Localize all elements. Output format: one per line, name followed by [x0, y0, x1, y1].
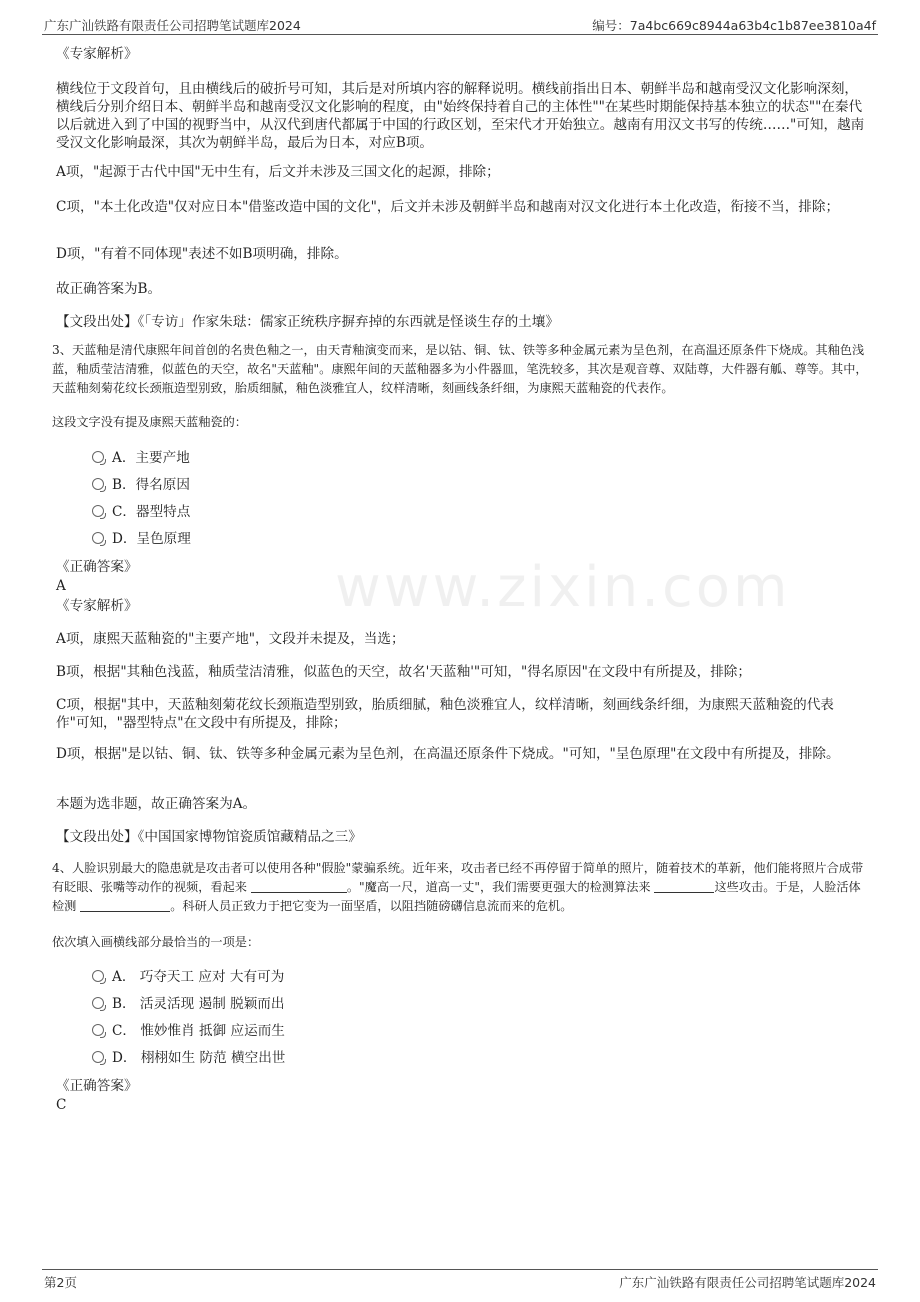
q3-option-b-analysis: B项，根据"其釉色浅蓝，釉质莹洁清雅，似蓝色的天空，故名'天蓝釉'"可知，"得名原因"在文段中有所提及，排除； — [56, 664, 751, 680]
radio-icon — [92, 1051, 104, 1063]
footer-title: 广东广汕铁路有限责任公司招聘笔试题库2024 — [619, 1275, 876, 1290]
q2-option-c-analysis: C项，"本土化改造"仅对应日本"借鉴改造中国的文化"，后文并未涉及朝鲜半岛和越南对汉文化进行本土化改造，衔接不当，排除； — [56, 199, 840, 215]
q3-option-d[interactable] — [92, 530, 191, 548]
q2-option-a-analysis: A项，"起源于古代中国"无中生有，后文并未涉及三国文化的起源，排除； — [56, 164, 500, 180]
q4-prompt: 依次填入画横线部分最恰当的一项是： — [52, 935, 260, 949]
q4-blank-2 — [654, 880, 714, 893]
q4-stem-part-2: 。"魔高一尺，道高一丈"，我们需要更强大的检测算法来 — [346, 880, 651, 894]
q4-option-d[interactable] — [92, 1049, 285, 1067]
radio-icon — [92, 478, 104, 490]
q2-expert-label: 《专家解析》 — [56, 46, 138, 62]
q4-option-d-label: D． 栩栩如生 防范 横空出世 — [112, 1050, 286, 1066]
q2-option-d-analysis: D项，"有着不同体现"表述不如B项明确，排除。 — [56, 246, 348, 262]
page-header — [42, 12, 878, 35]
q4-blank-3 — [80, 899, 170, 912]
radio-icon — [92, 532, 104, 544]
q4-option-c[interactable] — [92, 1022, 285, 1040]
q4-answer-label: 《正确答案》 — [56, 1078, 138, 1094]
q3-answer: A — [56, 578, 66, 594]
q4-option-a-label: A． 巧夺天工 应对 大有可为 — [112, 969, 285, 985]
q3-stem: 3、天蓝釉是清代康熙年间首创的名贵色釉之一，由天青釉演变而来，是以钴、铜、钛、铁等多种金属元素为呈色剂，在高温还原条件下烧成。其釉色浅蓝，釉质莹洁清雅，似蓝色的天空，故名"天蓝釉"。康熙年间的天蓝釉器多为小件器皿，笔洗较多，其次是观音尊、双陆尊，大件器有觚、尊等。其中，天蓝釉刻菊花纹长颈瓶造型别致，胎质细腻，釉色淡雅宜人，纹样清晰，刻画线条纤细，为康熙天蓝釉瓷的代表作。 — [52, 343, 868, 395]
q3-option-c[interactable] — [92, 503, 190, 521]
q4-option-b-label: B． 活灵活现 遏制 脱颖而出 — [112, 996, 285, 1012]
q4-answer: C — [56, 1097, 67, 1113]
q3-option-b-label: B．得名原因 — [112, 477, 190, 493]
header-doc-id: 编号：7a4bc669c8944a63b4c1b87ee3810a4f — [592, 18, 876, 33]
q3-expert-label: 《专家解析》 — [56, 598, 138, 614]
q3-option-a-label: A．主要产地 — [112, 450, 190, 466]
q3-option-d-label: D．呈色原理 — [112, 531, 191, 547]
footer-page-number: 第2页 — [44, 1275, 77, 1290]
q3-source: 【文段出处】《中国国家博物馆瓷质馆藏精品之三》 — [56, 829, 362, 845]
q3-option-a-analysis: A项，康熙天蓝釉瓷的"主要产地"，文段并未提及，当选； — [56, 631, 405, 647]
q4-stem-part-1: 4、人脸识别最大的隐患就是攻击者可以使用各种"假脸"蒙骗系统。近年来，攻击者已经不再停留于简单的照片，随着技术的革新，他们能将照片合成带有眨眼、张嘴等动作的视频，看起来 — [52, 861, 864, 894]
q2-analysis: 横线位于文段首句，且由横线后的破折号可知，其后是对所填内容的解释说明。横线前指出日本、朝鲜半岛和越南受汉文化影响深刻，横线后分别介绍日本、朝鲜半岛和越南受汉文化影响的程度，由"始终保持着自己的主体性""在某些时期能保持基本独立的状态""在秦代以后就进入到了中国的视野当中，从汉代到唐代都属于中国的行政区划，至宋代才开始独立。越南有用汉文书写的传统……"可知，越南受汉文化影响最深，其次为朝鲜半岛，最后为日本，对应B项。 — [56, 81, 865, 151]
radio-icon — [92, 1024, 104, 1036]
q2-conclusion: 故正确答案为B。 — [56, 281, 162, 297]
radio-icon — [92, 451, 104, 463]
radio-icon — [92, 970, 104, 982]
q3-option-b[interactable] — [92, 476, 190, 494]
q3-prompt: 这段文字没有提及康熙天蓝釉瓷的： — [52, 415, 247, 429]
q3-conclusion: 本题为选非题，故正确答案为A。 — [56, 796, 257, 812]
header-title: 广东广汕铁路有限责任公司招聘笔试题库2024 — [44, 18, 301, 33]
page-footer — [42, 1269, 878, 1292]
q4-blank-1 — [251, 880, 347, 893]
q4-option-b[interactable] — [92, 995, 284, 1013]
q4-stem-part-3: 这些攻击。于是，人脸活体检测 — [52, 880, 861, 913]
q4-stem-part-4: 。科研人员正致力于把它变为一面坚盾，以阻挡随磅礴信息流而来的危机。 — [170, 899, 573, 913]
radio-icon — [92, 505, 104, 517]
q3-option-c-analysis: C项，根据"其中，天蓝釉刻菊花纹长颈瓶造型别致，胎质细腻，釉色淡雅宜人，纹样清晰，刻画线条纤细，为康熙天蓝釉瓷的代表作"可知，"器型特点"在文段中有所提及，排除； — [56, 697, 834, 731]
radio-icon — [92, 997, 104, 1009]
watermark: www.zixin.com — [335, 555, 791, 620]
q3-option-c-label: C．器型特点 — [112, 504, 191, 520]
q4-option-a[interactable] — [92, 968, 284, 986]
q4-option-c-label: C． 惟妙惟肖 抵御 应运而生 — [112, 1023, 285, 1039]
q4-stem — [52, 859, 872, 916]
q3-option-d-analysis: D项，根据"是以钴、铜、钛、铁等多种金属元素为呈色剂，在高温还原条件下烧成。"可知，"呈色原理"在文段中有所提及，排除。 — [56, 746, 840, 762]
q3-answer-label: 《正确答案》 — [56, 559, 138, 575]
q3-option-a[interactable] — [92, 449, 190, 467]
q2-source: 【文段出处】《「专访」作家朱琺：儒家正统秩序摒弃掉的东西就是怪谈生存的土壤》 — [56, 314, 559, 330]
